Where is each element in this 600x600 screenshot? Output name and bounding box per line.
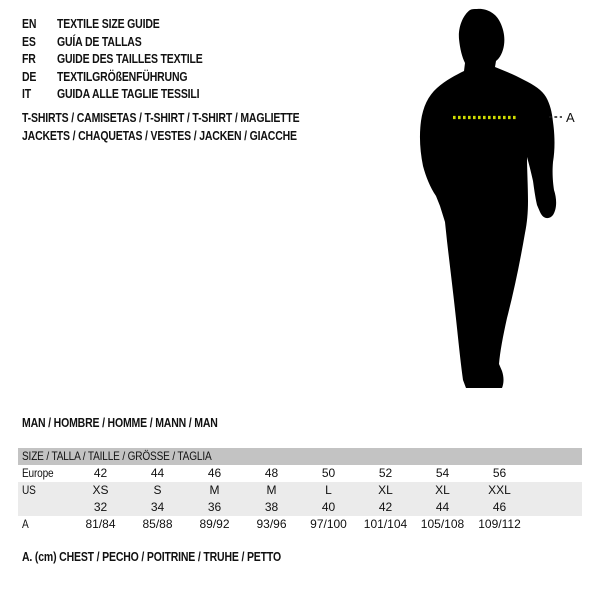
cell: 81/84 (85, 517, 116, 531)
man-silhouette (420, 9, 556, 388)
cell: 56 (492, 466, 507, 480)
language-code: DE (22, 69, 37, 84)
cell: M (209, 483, 220, 497)
cell: XL (378, 483, 393, 497)
language-label: GUIDA ALLE TAGLIE TESSILI (57, 87, 200, 101)
cell: 54 (435, 466, 450, 480)
cell: 48 (264, 466, 279, 480)
cell: 46 (207, 466, 222, 480)
row-label-text: Europe (22, 466, 54, 480)
cell: 85/88 (142, 517, 173, 531)
cell: 93/96 (256, 517, 287, 531)
row-spacer (528, 516, 582, 533)
row-label-text: A (22, 517, 29, 531)
cell: 52 (378, 466, 393, 480)
row-spacer (528, 465, 582, 482)
language-label: TEXTILGRÖßENFÜHRUNG (57, 69, 188, 84)
cell: 46 (492, 500, 507, 514)
table-row-a-chest (18, 516, 582, 533)
cell: 50 (321, 466, 336, 480)
category-jackets: JACKETS / CHAQUETAS / VESTES / JACKEN / GIACCHE (22, 128, 297, 143)
cell: M (266, 483, 277, 497)
cell: 42 (378, 500, 393, 514)
cell: XL (435, 483, 450, 497)
cell: S (153, 483, 162, 497)
cell: 109/112 (478, 517, 521, 531)
cell: XS (92, 483, 109, 497)
measure-label-a: A (566, 110, 575, 125)
cell: 34 (150, 500, 165, 514)
size-table-header (18, 448, 582, 465)
row-spacer (528, 482, 582, 499)
cell: 97/100 (310, 517, 347, 531)
row-spacer (528, 499, 582, 516)
language-label: TEXTILE SIZE GUIDE (57, 17, 160, 31)
section-title: MAN / HOMBRE / HOMME / MANN / MAN (22, 416, 218, 430)
row-label (18, 516, 72, 533)
row-label (18, 465, 72, 482)
cell: L (325, 483, 332, 497)
language-code: ES (22, 34, 36, 49)
cell: 89/92 (199, 517, 230, 531)
language-code: FR (22, 52, 36, 66)
table-row-europe (18, 465, 582, 482)
language-label: GUIDE DES TAILLES TEXTILE (57, 52, 203, 66)
cell: 40 (321, 500, 336, 514)
cell: 44 (150, 466, 165, 480)
cell: 32 (93, 500, 108, 514)
cell: 44 (435, 500, 450, 514)
row-label-text: US (22, 483, 36, 497)
table-row-us (18, 482, 582, 499)
cell: 42 (93, 466, 108, 480)
cell: 101/104 (363, 517, 408, 531)
size-table (18, 448, 582, 533)
size-table-header-label: SIZE / TALLA / TAILLE / GRÖSSE / TAGLIA (22, 449, 212, 463)
footnote: A. (cm) CHEST / PECHO / POITRINE / TRUHE / PETTO (22, 550, 281, 564)
language-code: EN (22, 17, 37, 31)
cell: XXL (488, 483, 511, 497)
category-tshirts: T-SHIRTS / CAMISETAS / T-SHIRT / T-SHIRT / MAGLIETTE (22, 111, 300, 125)
row-label (18, 499, 72, 516)
language-label: GUÍA DE TALLAS (57, 34, 142, 49)
cell: 36 (207, 500, 222, 514)
cell: 105/108 (420, 517, 465, 531)
cell: 38 (264, 500, 279, 514)
language-code: IT (22, 87, 32, 101)
row-label (18, 482, 72, 499)
table-row-us-numeric (18, 499, 582, 516)
